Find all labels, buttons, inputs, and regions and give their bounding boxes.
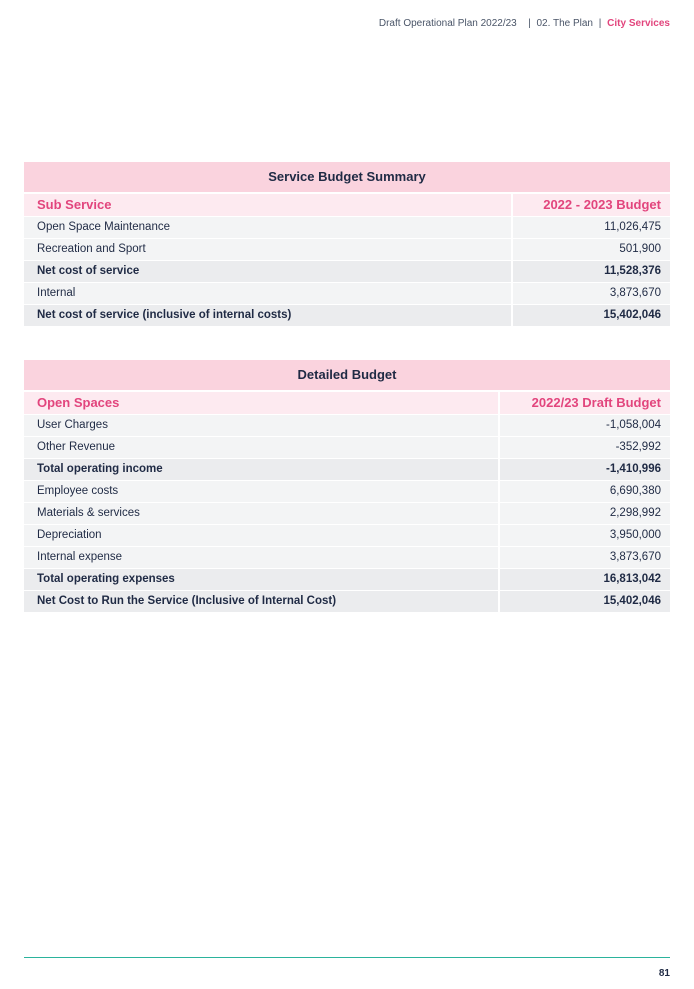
row-label: Employee costs xyxy=(24,481,498,502)
row-label: Net cost of service xyxy=(24,261,511,282)
table-row xyxy=(24,217,670,238)
row-label: Other Revenue xyxy=(24,437,498,458)
table-row xyxy=(24,415,670,436)
row-value: 16,813,042 xyxy=(500,569,670,590)
row-label: Net Cost to Run the Service (Inclusive of Internal Cost) xyxy=(24,591,498,612)
table-title: Detailed Budget xyxy=(24,360,670,390)
table-row xyxy=(24,525,670,546)
row-label: Open Space Maintenance xyxy=(24,217,511,238)
table-row xyxy=(24,437,670,458)
table-total-row xyxy=(24,591,670,612)
section-label: 02. The Plan xyxy=(536,18,593,29)
row-label: Total operating expenses xyxy=(24,569,498,590)
table-row xyxy=(24,481,670,502)
column-header-draft-budget: 2022/23 Draft Budget xyxy=(500,392,670,414)
table-header-row xyxy=(24,194,670,216)
doc-title: Draft Operational Plan 2022/23 xyxy=(378,18,517,29)
table-body xyxy=(24,217,670,326)
row-label: Depreciation xyxy=(24,525,498,546)
table-total-row xyxy=(24,261,670,282)
row-label: Recreation and Sport xyxy=(24,239,511,260)
separator: | xyxy=(522,18,531,29)
table-row xyxy=(24,239,670,260)
row-value: 11,528,376 xyxy=(513,261,670,282)
row-value: 3,873,670 xyxy=(500,547,670,568)
row-value: -1,410,996 xyxy=(500,459,670,480)
table-total-row xyxy=(24,569,670,590)
row-label: Net cost of service (inclusive of internal costs) xyxy=(24,305,511,326)
service-budget-summary-table xyxy=(24,162,670,326)
footer-divider xyxy=(24,957,670,958)
table-header-row xyxy=(24,392,670,414)
table-total-row xyxy=(24,459,670,480)
separator: | xyxy=(598,18,602,29)
running-header xyxy=(379,18,670,29)
row-value: 15,402,046 xyxy=(513,305,670,326)
row-value: 3,873,670 xyxy=(513,283,670,304)
row-value: 3,950,000 xyxy=(500,525,670,546)
row-value: 6,690,380 xyxy=(500,481,670,502)
table-row xyxy=(24,283,670,304)
table-title: Service Budget Summary xyxy=(24,162,670,192)
column-header-open-spaces: Open Spaces xyxy=(24,392,498,414)
table-body xyxy=(24,415,670,612)
table-total-row xyxy=(24,305,670,326)
row-value: -352,992 xyxy=(500,437,670,458)
row-value: 11,026,475 xyxy=(513,217,670,238)
row-value: 2,298,992 xyxy=(500,503,670,524)
detailed-budget-table xyxy=(24,360,670,612)
table-row xyxy=(24,503,670,524)
row-label: Internal expense xyxy=(24,547,498,568)
row-label: Internal xyxy=(24,283,511,304)
row-label: Total operating income xyxy=(24,459,498,480)
row-value: 501,900 xyxy=(513,239,670,260)
page-number: 81 xyxy=(658,968,670,979)
row-label: User Charges xyxy=(24,415,498,436)
row-value: 15,402,046 xyxy=(500,591,670,612)
table-row xyxy=(24,547,670,568)
subsection-label: City Services xyxy=(607,18,670,29)
column-header-budget: 2022 - 2023 Budget xyxy=(513,194,670,216)
column-header-sub-service: Sub Service xyxy=(24,194,511,216)
row-value: -1,058,004 xyxy=(500,415,670,436)
row-label: Materials & services xyxy=(24,503,498,524)
